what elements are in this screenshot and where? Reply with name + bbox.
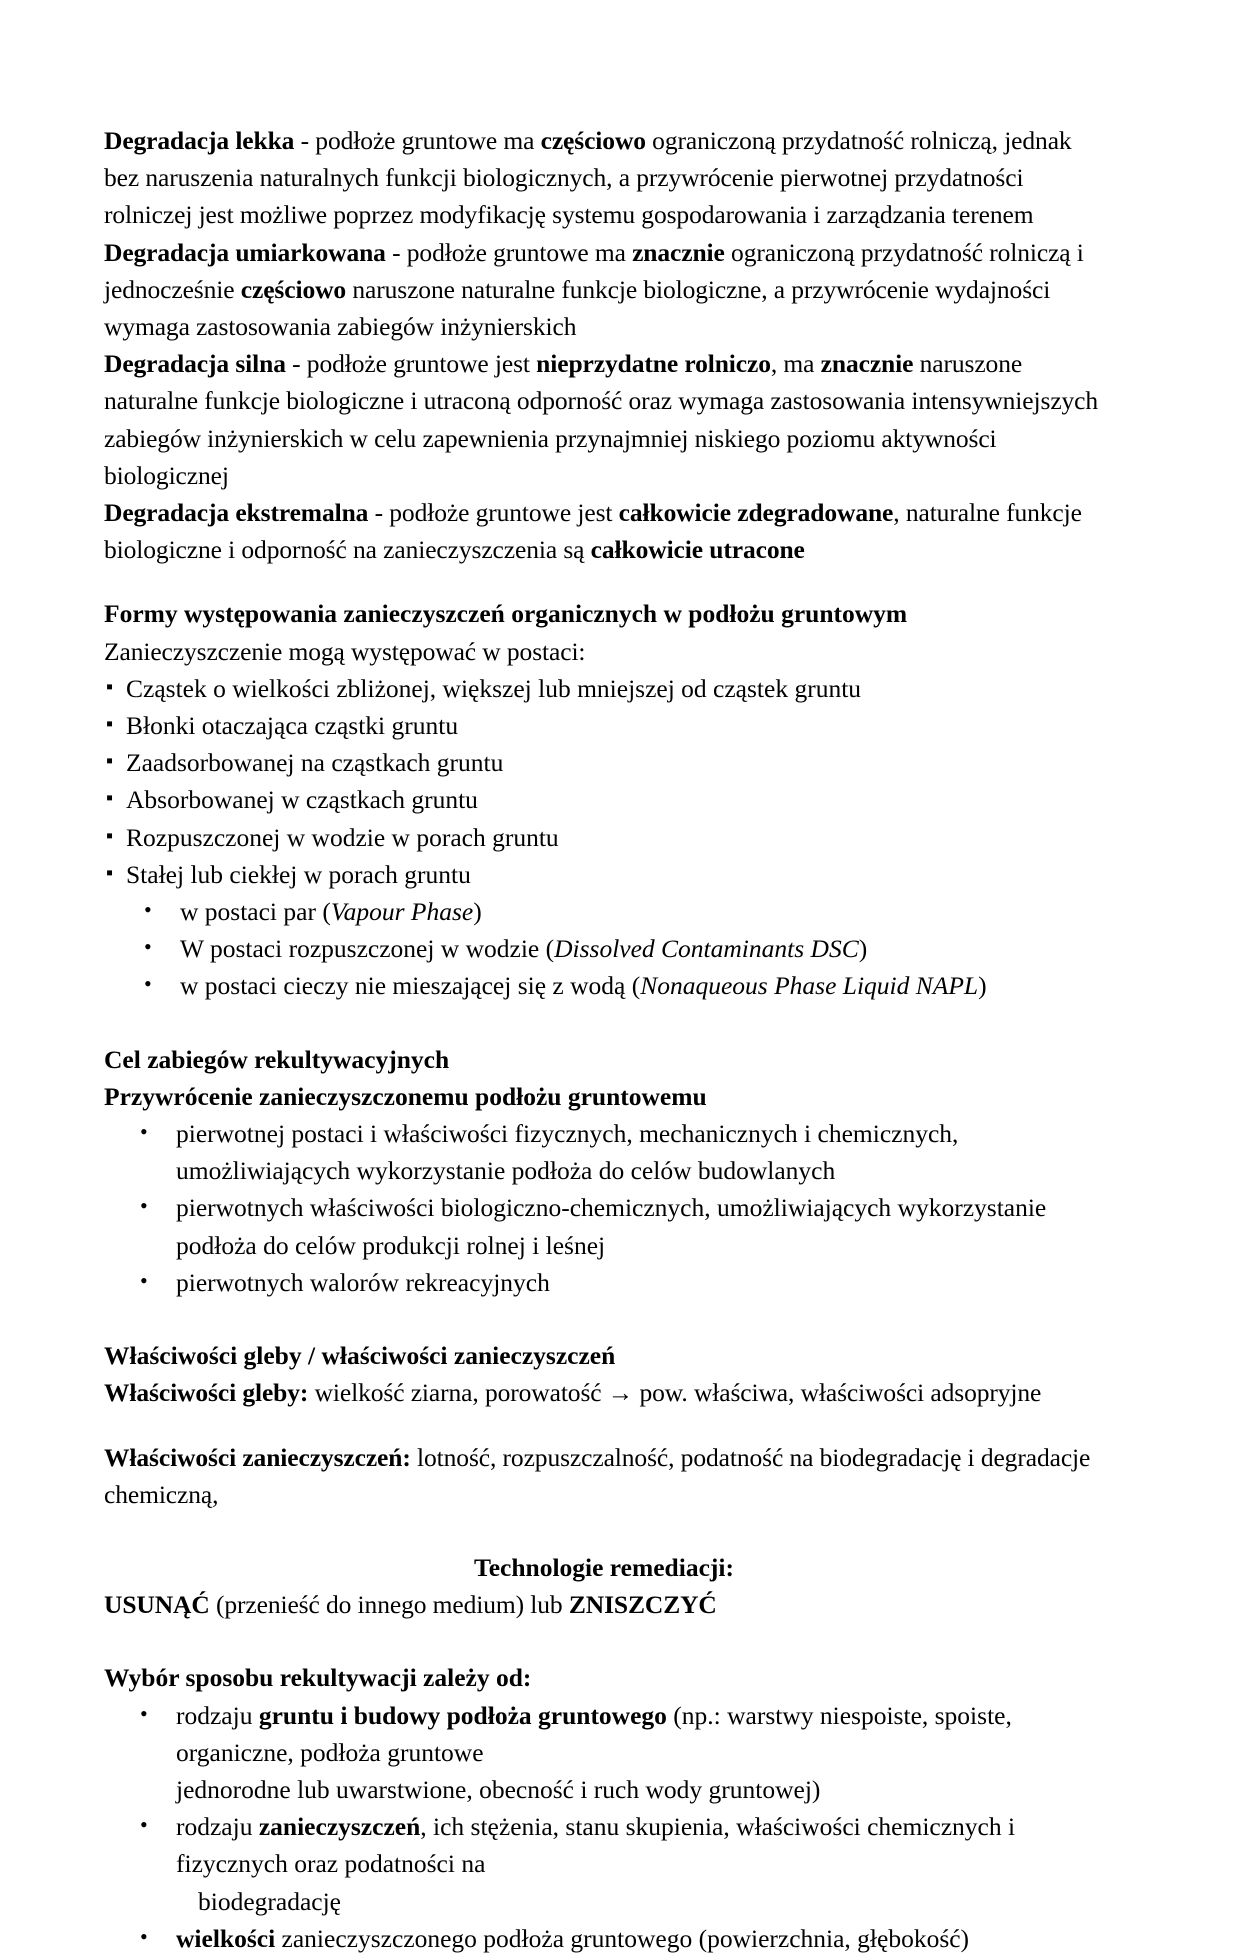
degradation-level-paragraph xyxy=(104,345,1104,494)
list-item: ▪ Cząstek o wielkości zbliżonej, większej lub mniejszej od cząstek gruntu xyxy=(104,670,1104,707)
list-item: ▪ Błonki otaczająca cząstki gruntu xyxy=(104,707,1104,744)
spacer xyxy=(104,1301,1104,1337)
degradation-seg-bold: częściowo xyxy=(540,126,646,155)
soil-properties-text: wielkość ziarna, porowatość → pow. właściwa, właściwości adsopryjne xyxy=(308,1378,1042,1408)
degradation-seg: naruszone naturalne funkcje biologiczne, a przywrócenie wydajności wymaga zastosowania zabiegów inżynierskich xyxy=(104,274,1051,342)
spacer xyxy=(104,1513,1104,1549)
list-item xyxy=(140,1115,1104,1189)
list-item xyxy=(144,893,1104,930)
soil-properties-label: Właściwości gleby: xyxy=(104,1378,309,1408)
spacer xyxy=(104,568,1104,595)
technologies-section-heading: Technologie remediacji: xyxy=(474,1552,734,1582)
list-item-line: • pierwotnych właściwości biologiczno-chemicznych, umożliwiających wykorzystanie xyxy=(176,1193,1047,1223)
list-item: ▪ Zaadsorbowanej na cząstkach gruntu xyxy=(104,744,1104,781)
degradation-seg: podłoże gruntowe jest xyxy=(389,498,619,528)
degradation-dash: - xyxy=(285,349,307,379)
selection-section-heading: Wybór sposobu rekultywacji zależy od: xyxy=(104,1663,532,1693)
list-item-line: organiczne, podłoża gruntowe xyxy=(176,1737,484,1767)
spacer xyxy=(104,1005,1104,1041)
degradation-seg: podłoże gruntowe ma xyxy=(406,237,633,267)
degradation-seg-bold: częściowo xyxy=(240,274,347,304)
sublist-lead: W postaci rozpuszczonej w wodzie ( xyxy=(180,934,555,964)
list-item-line: umożliwiających wykorzystanie podłoża do celów budowlanych xyxy=(176,1156,836,1186)
forms-section-heading: Formy występowania zanieczyszczeń organicznych w podłożu gruntowym xyxy=(104,599,908,629)
list-item-line: biodegradację xyxy=(198,1886,342,1916)
list-item xyxy=(140,1920,1104,1957)
seg-bold: gruntu i budowy podłoża gruntowego xyxy=(258,1700,667,1730)
seg: rodzaju xyxy=(176,1812,259,1842)
degradation-seg: , ma xyxy=(770,349,821,379)
sublist-english-term: Dissolved Contaminants DSC xyxy=(554,934,859,964)
degradation-level-paragraph xyxy=(104,122,1104,234)
sublist-lead: w postaci par ( xyxy=(180,897,331,927)
list-item-line xyxy=(176,1920,1104,1957)
degradation-seg-bold: całkowicie utracone xyxy=(590,535,805,565)
seg: rodzaju xyxy=(176,1700,259,1730)
action-destroy: ZNISZCZYĆ xyxy=(568,1590,717,1620)
goal-section-heading: Cel zabiegów rekultywacyjnych xyxy=(104,1044,450,1074)
forms-sublist xyxy=(144,893,1104,1005)
forms-section xyxy=(104,595,1104,1004)
action-middle-text: (przenieść do innego medium) lub xyxy=(209,1590,569,1620)
seg-bold: wielkości xyxy=(176,1923,276,1953)
technologies-action-line xyxy=(104,1586,1104,1623)
list-item xyxy=(144,967,1104,1004)
technologies-section xyxy=(104,1549,1104,1623)
list-item-line xyxy=(176,1808,1104,1845)
list-item xyxy=(140,1264,1104,1301)
degradation-term: Degradacja ekstremalna xyxy=(104,498,369,528)
list-item-line: fizycznych oraz podatności na xyxy=(176,1849,486,1879)
forms-section-intro: Zanieczyszczenie mogą występować w postaci: xyxy=(104,636,586,666)
selection-section xyxy=(104,1659,1104,1957)
soil-properties-line xyxy=(104,1374,1104,1411)
degradation-seg: ograniczoną przydatność rolniczą, jednak bez naruszenia naturalnych funkcji biologicznych, a przywrócenie pierwotnej przydatności rolniczej jest możliwe poprzez modyfikację systemu gospodarowania i zarządzania terenem xyxy=(104,126,1072,230)
seg: (np.: warstwy niespoiste, spoiste, xyxy=(666,1700,1012,1730)
list-item xyxy=(140,1189,1104,1263)
seg: , ich stężenia, stanu skupienia, właściwości chemicznych i xyxy=(420,1812,1016,1842)
degradation-seg: , naturalne funkcje biologiczne i odporność na zanieczyszczenia są xyxy=(104,498,1082,565)
goal-list xyxy=(140,1115,1104,1301)
list-item xyxy=(140,1697,1104,1809)
degradation-level-paragraph xyxy=(104,234,1104,346)
degradation-term: Degradacja lekka xyxy=(104,126,295,155)
sublist-tail: ) xyxy=(858,934,868,964)
goal-section-subheading: Przywrócenie zanieczyszczonemu podłożu gruntowemu xyxy=(104,1081,707,1111)
degradation-seg: ograniczoną przydatność rolniczą i jednocześnie xyxy=(104,237,1084,304)
degradation-dash: - xyxy=(294,126,316,155)
degradation-dash: - xyxy=(385,237,407,267)
contaminant-properties-label: Właściwości zanieczyszczeń: xyxy=(104,1442,411,1472)
sublist-tail: ) xyxy=(978,971,987,1001)
degradation-seg: podłoże gruntowe jest xyxy=(306,349,537,379)
list-item xyxy=(144,930,1104,967)
seg-bold: zanieczyszczeń xyxy=(258,1812,421,1842)
degradation-term: Degradacja umiarkowana xyxy=(104,237,386,267)
degradation-term: Degradacja silna xyxy=(104,349,286,379)
list-item-line: • pierwotnej postaci i właściwości fizycznych, mechanicznych i chemicznych, xyxy=(176,1119,959,1149)
sublist-lead: w postaci cieczy nie mieszającej się z wodą ( xyxy=(180,971,641,1001)
selection-list xyxy=(140,1697,1104,1957)
degradation-seg-bold: znacznie xyxy=(632,237,725,267)
sublist-tail: ) xyxy=(473,897,482,927)
list-item: ▪ Stałej lub ciekłej w porach gruntu xyxy=(104,856,1104,893)
degradation-seg-bold: nieprzydatne rolniczo xyxy=(536,349,771,379)
properties-section-heading: Właściwości gleby / właściwości zanieczyszczeń xyxy=(104,1341,616,1371)
goal-section xyxy=(104,1041,1104,1301)
degradation-seg: naruszone naturalne funkcje biologiczne i utraconą odporność oraz wymaga zastosowania intensywniejszych zabiegów inżynierskich w celu zapewnienia przynajmniej niskiego poziomu aktywności biologicznej xyxy=(104,349,1099,490)
degradation-dash: - xyxy=(368,498,390,528)
page-content xyxy=(104,122,1104,1957)
action-remove: USUNĄĆ xyxy=(104,1590,210,1620)
spacer xyxy=(104,1412,1104,1439)
sublist-english-term: Vapour Phase xyxy=(330,897,474,927)
seg: zanieczyszczonego podłoża gruntowego (powierzchnia, głębokość) xyxy=(275,1923,970,1953)
list-item-line: podłoża do celów produkcji rolnej i leśnej xyxy=(176,1230,606,1260)
list-item xyxy=(140,1808,1104,1920)
degradation-seg: podłoże gruntowe ma xyxy=(315,126,541,155)
properties-section xyxy=(104,1337,1104,1513)
contaminant-properties-text: lotność, rozpuszczalność, podatność na biodegradację i degradacje chemiczną, xyxy=(104,1442,1091,1509)
degradation-levels-block xyxy=(104,122,1104,568)
contaminant-properties-line xyxy=(104,1439,1104,1513)
list-item-line: jednorodne lub uwarstwione, obecność i ruch wody gruntowej) xyxy=(176,1774,821,1804)
forms-list xyxy=(104,670,1104,893)
spacer xyxy=(104,1623,1104,1659)
list-item: ▪ Absorbowanej w cząstkach gruntu xyxy=(104,781,1104,818)
degradation-seg-bold: całkowicie zdegradowane xyxy=(618,498,894,528)
degradation-seg-bold: znacznie xyxy=(820,349,914,379)
degradation-level-paragraph xyxy=(104,494,1104,568)
list-item: ▪ Rozpuszczonej w wodzie w porach gruntu xyxy=(104,819,1104,856)
list-item-line xyxy=(176,1697,1104,1734)
sublist-english-term: Nonaqueous Phase Liquid NAPL xyxy=(640,971,979,1001)
list-item-line: • pierwotnych walorów rekreacyjnych xyxy=(176,1267,550,1297)
